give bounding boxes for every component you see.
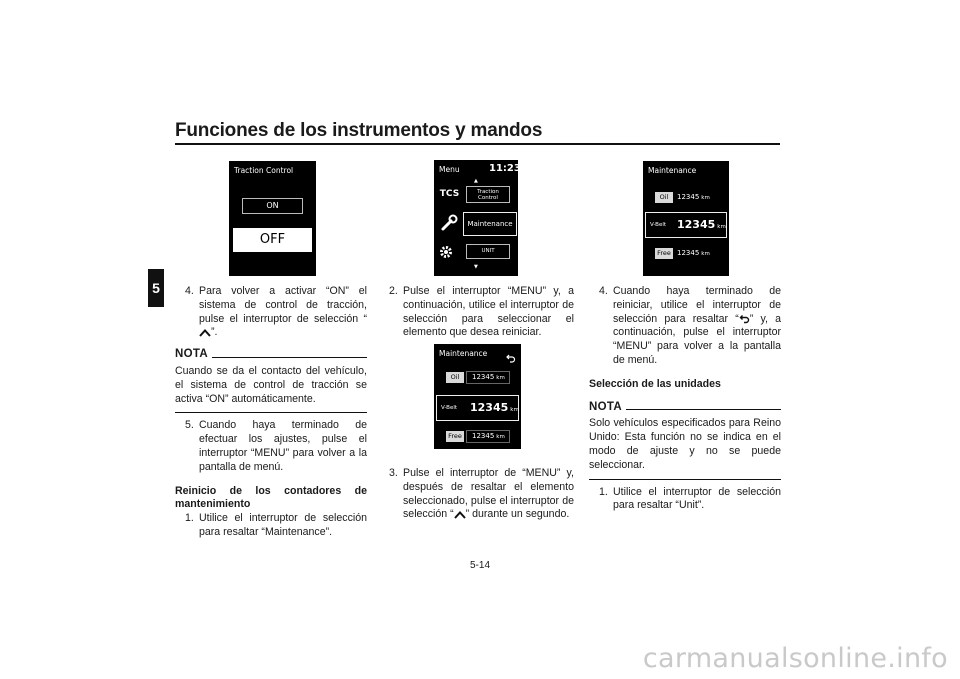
chevron-up-icon <box>199 329 211 337</box>
step-4-reset <box>589 285 781 368</box>
nota-line <box>212 357 367 358</box>
free-label: Free <box>655 248 673 259</box>
oil-label: Oil <box>446 372 464 383</box>
step-text: Pulse el interruptor “MENU” y, a continuación, utilice el interruptor de selección para seleccionar el elemento que desea reiniciar. <box>403 285 574 339</box>
free-label: Free <box>446 431 464 442</box>
step-1-maintenance <box>175 512 367 540</box>
step-3 <box>389 467 574 522</box>
unit: km <box>717 224 726 230</box>
menu-item-label: Traction <box>477 189 499 195</box>
step-text-post: ” durante un segundo. <box>465 508 570 521</box>
nota-text: Cuando se da el contacto del vehículo, el sistema de control de tracción se activa “ON” automáticamente. <box>175 364 367 405</box>
value: 12345 <box>472 373 495 381</box>
value: 12345 <box>677 249 700 257</box>
step-text: Utilice el interruptor de selección para resaltar “Maintenance”. <box>199 512 367 538</box>
vbelt-label: V-Belt <box>438 399 460 417</box>
section-tab: 5 <box>148 269 164 307</box>
vbelt-label: V-Belt <box>647 216 669 234</box>
menu-item-maintenance-selected: Maintenance <box>463 212 517 236</box>
section-heading: Reinicio de los contadores de mantenimiento <box>175 484 367 511</box>
oil-label: Oil <box>655 192 673 203</box>
watermark: carmanualsonline.info <box>642 643 948 674</box>
free-value <box>472 431 505 443</box>
off-option-selected: OFF <box>233 228 312 252</box>
step-text-pre: Pulse el interruptor de “MENU” y, después de resaltar el elemento seleccionado, pulse el interruptor de selección “ <box>403 467 574 521</box>
section-heading: Selección de las unidades <box>589 377 721 390</box>
traction-control-screen <box>229 161 316 276</box>
nota-line <box>626 409 781 410</box>
back-arrow-icon <box>739 314 750 324</box>
step-number: 4. <box>185 285 194 297</box>
oil-value <box>472 372 505 384</box>
value: 12345 <box>677 193 700 201</box>
scroll-up-icon: ▲ <box>474 178 478 184</box>
step-number: 1. <box>599 485 608 498</box>
step-text-post: ”. <box>211 326 218 339</box>
step-text-post: ” y, a continuación, pulse el interruptor “MENU” para volver a la pantalla de menú. <box>613 312 781 366</box>
free-value <box>677 248 710 260</box>
step-text <box>613 285 781 368</box>
maintenance-screen-1 <box>643 161 729 276</box>
step-number: 5. <box>185 419 194 432</box>
chevron-up-icon <box>454 511 466 519</box>
gear-icon <box>439 244 453 263</box>
step-5 <box>175 419 367 474</box>
vbelt-value <box>470 401 519 417</box>
on-option: ON <box>242 198 303 214</box>
value: 12345 <box>472 432 495 440</box>
column-2-top <box>389 285 574 340</box>
back-icon <box>506 348 516 367</box>
step-text-pre: Cuando haya terminado de reiniciar, utilice el interruptor de selección para resaltar “ <box>613 285 781 325</box>
menu-item-traction-control <box>466 186 510 203</box>
title-rule <box>175 143 780 145</box>
menu-item-label: Control <box>478 195 498 201</box>
scroll-down-icon: ▼ <box>474 264 478 270</box>
nota-end-rule <box>589 479 781 480</box>
nota-end-rule <box>175 412 367 413</box>
unit: km <box>496 375 505 381</box>
step-text <box>199 285 367 340</box>
step-number: 1. <box>185 512 194 525</box>
step-text: Cuando haya terminado de efectuar los ajustes, pulse el interruptor “MENU” para volver a la pantalla de menú. <box>199 419 367 473</box>
column-1 <box>175 285 367 540</box>
nota-label: NOTA <box>589 400 622 413</box>
wrench-icon <box>440 214 458 236</box>
value: 12345 <box>677 218 716 231</box>
page-title: Funciones de los instrumentos y mandos <box>175 120 543 141</box>
column-3 <box>589 285 781 513</box>
menu-item-unit: UNIT <box>466 244 510 259</box>
screen-title: Maintenance <box>439 349 488 358</box>
step-2 <box>389 285 574 340</box>
screen-title: Menu <box>439 165 460 174</box>
step-number: 3. <box>389 467 398 479</box>
column-2-bottom <box>389 467 574 522</box>
unit: km <box>701 251 710 257</box>
unit: km <box>496 434 505 440</box>
step-text: Utilice el interruptor de selección para resaltar “Unit”. <box>613 485 781 512</box>
step-4-traction <box>175 285 367 340</box>
nota-label: NOTA <box>175 348 208 361</box>
step-text-pre: Para volver a activar “ON” el sistema de control de tracción, pulse el interruptor de selección “ <box>199 285 367 325</box>
screen-title: Traction Control <box>234 166 294 175</box>
menu-screen <box>434 160 521 276</box>
tcs-icon: TCS <box>439 189 460 199</box>
unit: km <box>510 407 519 413</box>
nota-text: Solo vehículos especificados para Reino Unido: Esta función no se indica en el modo de ajuste y no se puede seleccionar. <box>589 417 781 471</box>
nota-heading <box>589 401 781 415</box>
step-number: 2. <box>389 285 398 297</box>
page-number: 5-14 <box>469 560 490 571</box>
clock: 11:23 <box>489 163 521 174</box>
unit: km <box>701 195 710 201</box>
maintenance-screen-2 <box>434 344 521 449</box>
step-text <box>403 467 574 522</box>
nota-heading <box>175 348 367 362</box>
step-1-unit <box>589 486 781 514</box>
value: 12345 <box>470 401 509 414</box>
vbelt-value <box>677 218 726 234</box>
step-number: 4. <box>599 285 608 297</box>
oil-value <box>677 192 710 204</box>
screen-title: Maintenance <box>648 166 697 175</box>
